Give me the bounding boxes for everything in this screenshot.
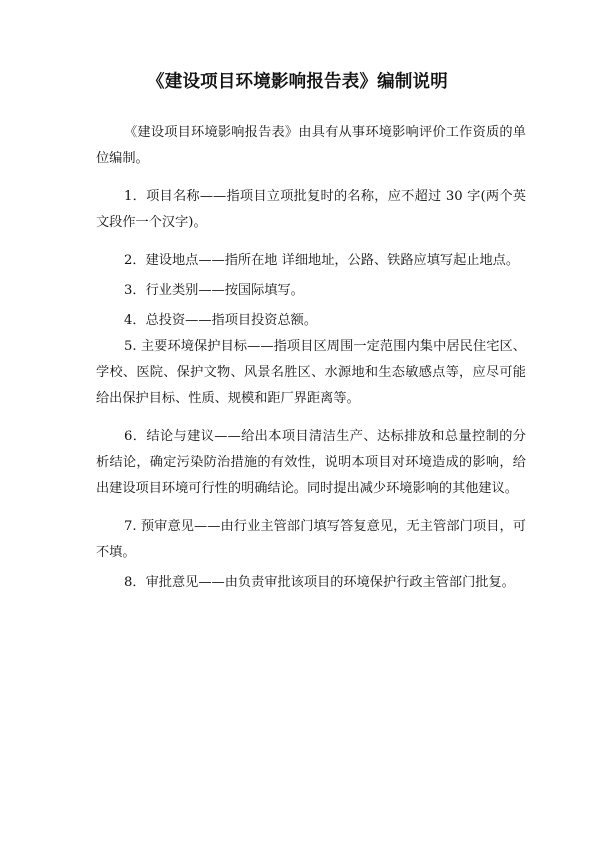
item-industry-category: 3．行业类别——按国际填写。: [124, 283, 304, 298]
item-conclusions: 6．结论与建议——给出本项目清洁生产、达标排放和总量控制的分析结论，确定污染防治措施的有效性，说明本项目对环境造成的影响，给出建设项目环境可行性的明确结论。同时提出减少环境影响的其他建议。: [96, 429, 526, 496]
document-title: 《建设项目环境影响报告表》编制说明: [147, 72, 448, 92]
item-approval-opinion: 8．审批意见——由负责审批该项目的环境保护行政主管部门批复。: [124, 575, 515, 590]
item-preliminary-review: 7. 预审意见——由行业主管部门填写答复意见，无主管部门项目，可不填。: [96, 519, 526, 560]
item-protection-targets: 5. 主要环境保护目标——指项目区周围一定范围内集中居民住宅区、学校、医院、保护文物、风景名胜区、水源地和生态敏感点等，应尽可能给出保护目标、性质、规模和距厂界距离等。: [96, 339, 526, 406]
item-construction-site: 2．建设地点——指所在地 详细地址，公路、铁路应填写起止地点。: [124, 253, 520, 268]
item-total-investment: 4．总投资——指项目投资总额。: [124, 313, 318, 328]
document-body: [96, 120, 526, 596]
intro-paragraph: 《建设项目环境影响报告表》由具有从事环境影响评价工作资质的单位编制。: [96, 125, 526, 166]
item-project-name: 1．项目名称——指项目立项批复时的名称，应不超过 30 字(两个英文段作一个汉字)。: [96, 189, 526, 230]
